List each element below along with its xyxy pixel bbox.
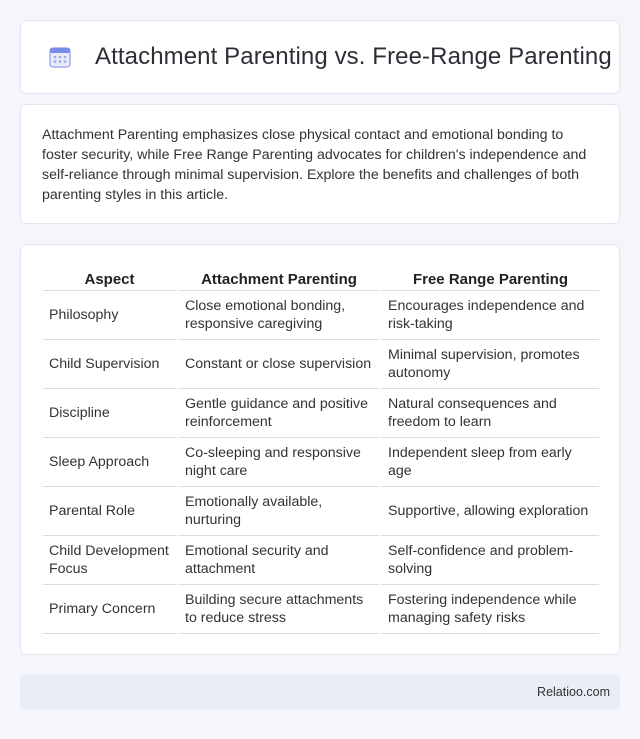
table-row [43, 291, 599, 340]
table-cell: Supportive, allowing exploration [379, 487, 599, 536]
table-cell: Minimal supervision, promotes autonomy [379, 340, 599, 389]
table-cell: Independent sleep from early age [379, 438, 599, 487]
table-cell: Primary Concern [43, 585, 176, 634]
table-cell: Close emotional bonding, responsive caregiving [176, 291, 379, 340]
table-cell: Child Supervision [43, 340, 176, 389]
column-header: Attachment Parenting [176, 265, 379, 291]
table-cell: Emotional security and attachment [176, 536, 379, 585]
table-cell: Self-confidence and problem-solving [379, 536, 599, 585]
table-cell: Child Development Focus [43, 536, 176, 585]
table-row [43, 438, 599, 487]
table-row [43, 340, 599, 389]
table-cell: Natural consequences and freedom to learn [379, 389, 599, 438]
column-header: Aspect [43, 265, 176, 291]
calendar-icon [47, 44, 73, 70]
table-cell: Co-sleeping and responsive night care [176, 438, 379, 487]
table-cell: Encourages independence and risk-taking [379, 291, 599, 340]
intro-text: Attachment Parenting emphasizes close physical contact and emotional bonding to foster security, while Free Range Parenting advocates for children's independence and self-reliance through minimal supervision. Explore the benefits and challenges of both parenting styles in this article. [42, 127, 587, 203]
page-title: Attachment Parenting vs. Free-Range Parenting [95, 43, 612, 70]
table-cell: Sleep Approach [43, 438, 176, 487]
table-cell: Discipline [43, 389, 176, 438]
comparison-table [43, 265, 599, 634]
table-cell: Emotionally available, nurturing [176, 487, 379, 536]
comparison-table-card [20, 244, 620, 655]
table-cell: Fostering independence while managing safety risks [379, 585, 599, 634]
table-row [43, 585, 599, 634]
header-card [20, 20, 620, 94]
table-row [43, 389, 599, 438]
table-cell: Building secure attachments to reduce stress [176, 585, 379, 634]
table-cell: Philosophy [43, 291, 176, 340]
table-row [43, 487, 599, 536]
table-header-row [43, 265, 599, 291]
intro-card [20, 104, 620, 224]
column-header: Free Range Parenting [379, 265, 599, 291]
table-row [43, 536, 599, 585]
footer-brand: Relatioo.com [537, 685, 610, 699]
table-cell: Constant or close supervision [176, 340, 379, 389]
table-cell: Gentle guidance and positive reinforcement [176, 389, 379, 438]
table-cell: Parental Role [43, 487, 176, 536]
footer [20, 675, 620, 709]
